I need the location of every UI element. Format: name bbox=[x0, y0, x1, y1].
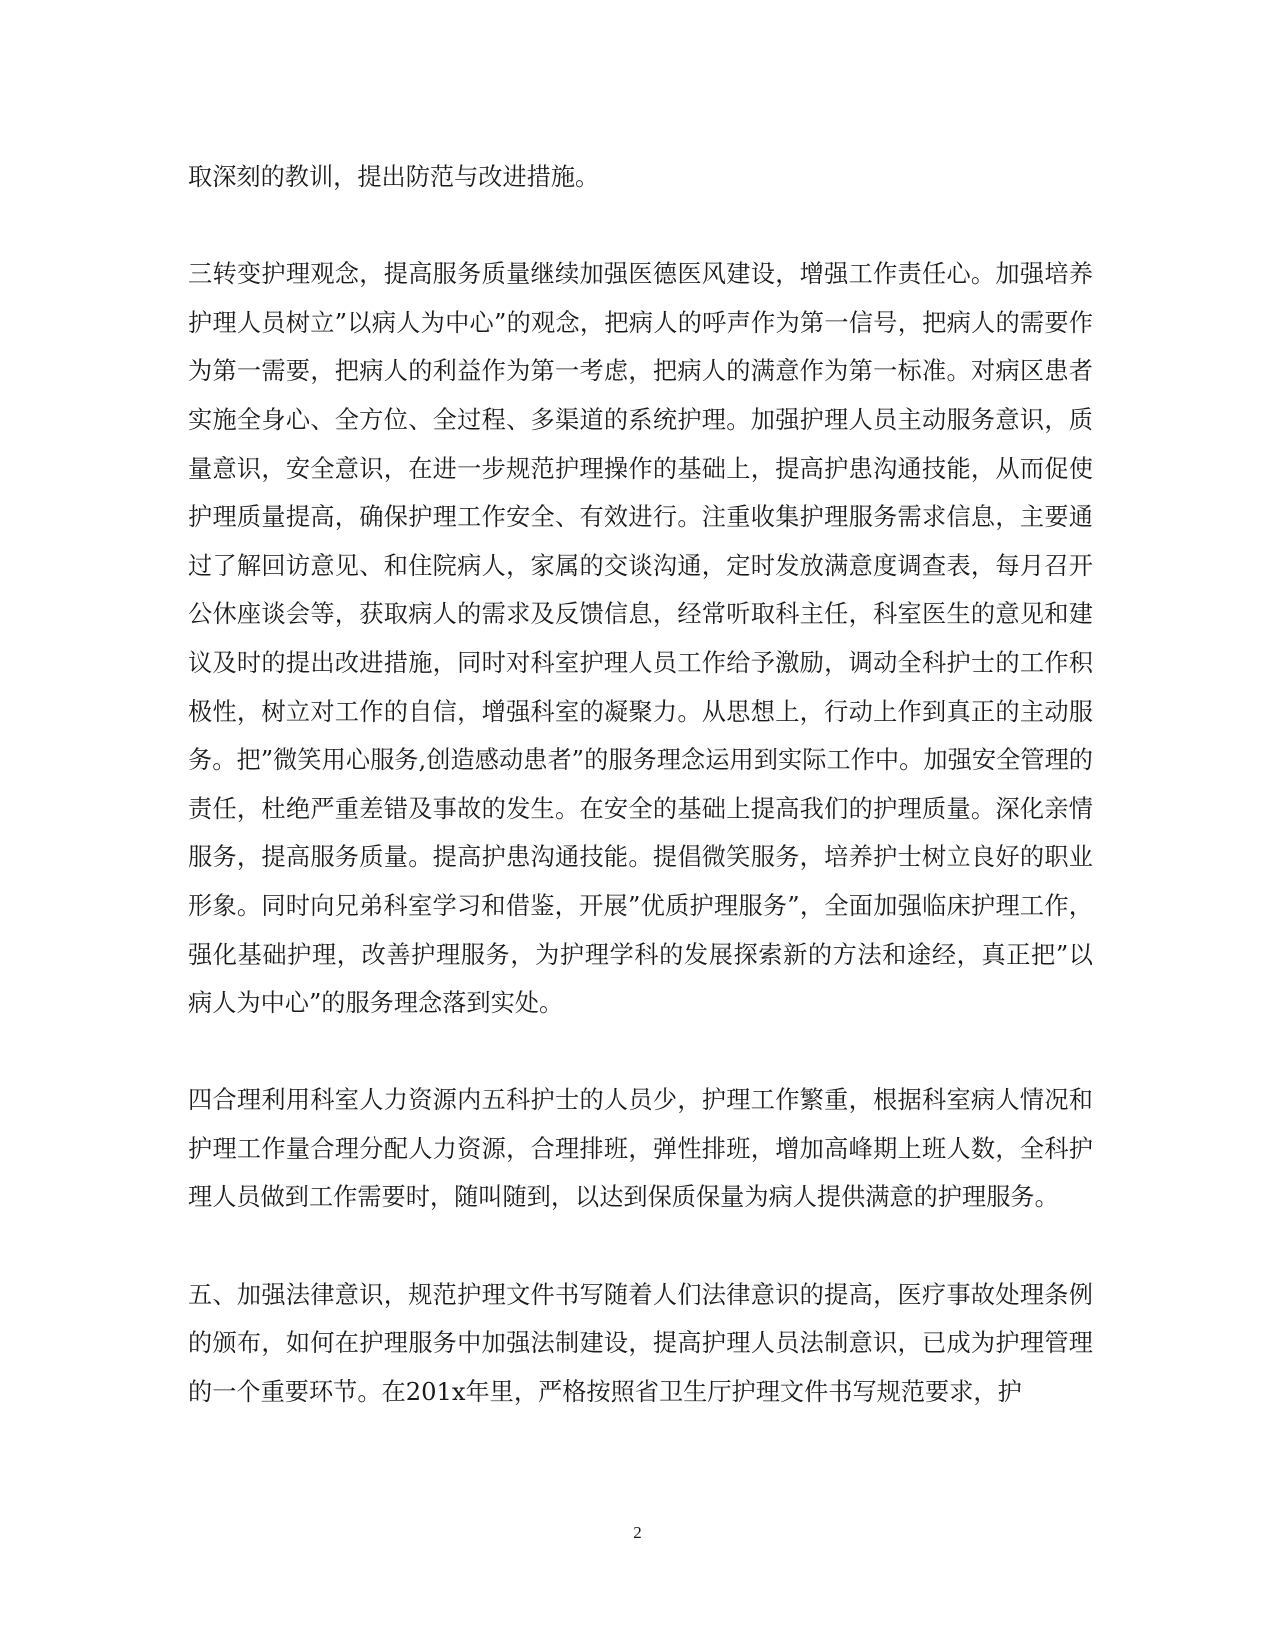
paragraph-4: 五、加强法律意识，规范护理文件书写随着人们法律意识的提高，医疗事故处理条例的颁布，如何在护理服务中加强法制建设，提高护理人员法制意识，已成为护理管理的一个重要环节。在201x年里，严格按照省卫生厅护理文件书写规范要求，护 bbox=[188, 1280, 1093, 1406]
document-body bbox=[188, 153, 1093, 1416]
paragraph-gap bbox=[188, 202, 1093, 251]
paragraph-gap bbox=[188, 1028, 1093, 1077]
paragraph-3: 四合理利用科室人力资源内五科护士的人员少，护理工作繁重，根据科室病人情况和护理工作量合理分配人力资源，合理排班，弹性排班，增加高峰期上班人数，全科护理人员做到工作需要时，随叫随到，以达到保质保量为病人提供满意的护理服务。 bbox=[188, 1086, 1093, 1212]
paragraph-1: 取深刻的教训，提出防范与改进措施。 bbox=[188, 163, 600, 191]
page-number: 2 bbox=[633, 1523, 642, 1542]
paragraph-2: 三转变护理观念，提高服务质量继续加强医德医风建设，增强工作责任心。加强培养护理人员树立”以病人为中心”的观念，把病人的呼声作为第一信号，把病人的需要作为第一需要，把病人的利益作为第一考虑，把病人的满意作为第一标准。对病区患者实施全身心、全方位、全过程、多渠道的系统护理。加强护理人员主动服务意识，质量意识，安全意识，在进一步规范护理操作的基础上，提高护患沟通技能，从而促使护理质量提高，确保护理工作安全、有效进行。注重收集护理服务需求信息，主要通过了解回访意见、和住院病人，家属的交谈沟通，定时发放满意度调查表，每月召开公休座谈会等，获取病人的需求及反馈信息，经常听取科主任，科室医生的意见和建议及时的提出改进措施，同时对科室护理人员工作给予激励，调动全科护士的工作积极性，树立对工作的自信，增强科室的凝聚力。从思想上，行动上作到真正的主动服务。把”微笑用心服务,创造感动患者”的服务理念运用到实际工作中。加强安全管理的责任，杜绝严重差错及事故的发生。在安全的基础上提高我们的护理质量。深化亲情服务，提高服务质量。提高护患沟通技能。提倡微笑服务，培养护士树立良好的职业形象。同时向兄弟科室学习和借鉴，开展”优质护理服务”，全面加强临床护理工作，强化基础护理，改善护理服务，为护理学科的发展探索新的方法和途经，真正把”以病人为中心”的服务理念落到实处。 bbox=[188, 260, 1093, 1018]
paragraph-gap bbox=[188, 1222, 1093, 1271]
